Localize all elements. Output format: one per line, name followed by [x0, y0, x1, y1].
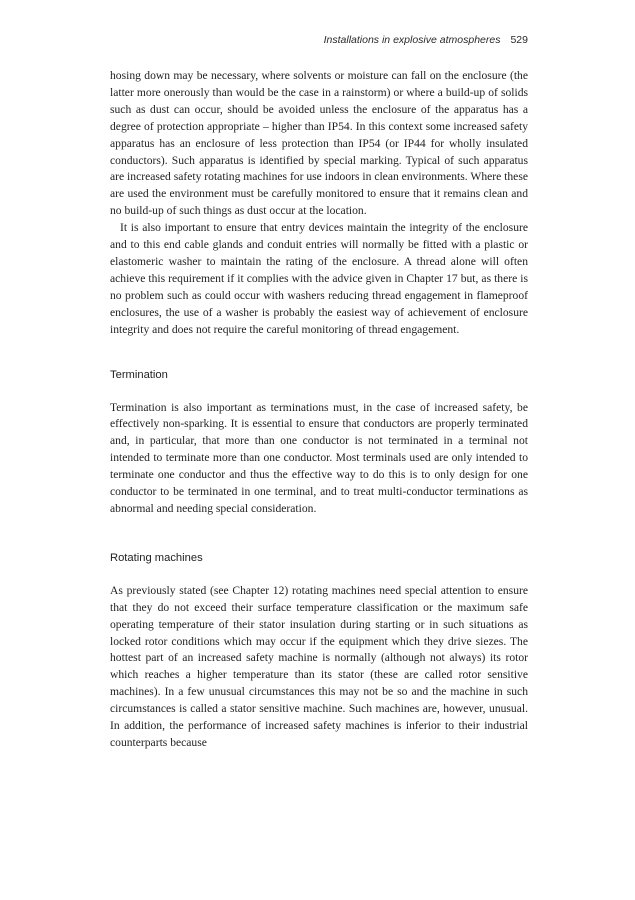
- heading-rotating-machines: Rotating machines: [110, 551, 203, 564]
- page-number: 529: [510, 34, 528, 46]
- running-title: Installations in explosive atmospheres: [323, 34, 501, 46]
- heading-termination: Termination: [110, 368, 168, 381]
- book-page: [110, 34, 528, 752]
- running-header: [110, 34, 528, 46]
- paragraph-termination: Termination is also important as terminations must, in the case of increased safety, be effectively non-sparking. It is essential to ensure that conductors are properly terminated and, in particular, that more than one conductor is not terminated in a terminal not intended to terminate more than one conductor. Most terminals used are only intended to terminate one conductor and thus the effective way to do this is to only design for one conductor to be terminated in one terminal, and to treat multi-conductor terminations as abnormal and needing special consideration.: [110, 400, 528, 515]
- paragraph-rotating-machines: As previously stated (see Chapter 12) rotating machines need special attention to ensure that they do not exceed their surface temperature classification or the maximum safe operating temperature of their stator insulation during starting or in such situations as locked rotor conditions which may occur if the equipment which they drive siezes. The hottest part of an increased safety machine is normally (although not always) its rotor which reaches a higher temperature than its stator (these are called rotor sensitive machines). In a few unusual circumstances this may not be so and the machine in such circumstances is called a stator sensitive machine. Such machines are, however, unusual. In addition, the performance of increased safety machines is inferior to their industrial counterparts because: [110, 583, 528, 749]
- paragraph-hosing-down: hosing down may be necessary, where solvents or moisture can fall on the enclosure (the latter more onerously than would be the case in a rainstorm) or where a build-up of solids such as dust can occur, should be avoided unless the enclosure of the apparatus has a degree of protection appropriate – higher than IP54. In this context some increased safety apparatus has an enclosure of less protection than IP54 (or IP44 for wholly insulated conductors). Such apparatus is identified by special marking. Typical of such apparatus are increased safety rotating machines for use indoors in clean environments. Where these are used the environment must be carefully monitored to ensure that it remains clean and no build-up of such things as dust occur at the location.: [110, 69, 528, 218]
- paragraph-entry-devices: It is also important to ensure that entry devices maintain the integrity of the enclosure and to this end cable glands and conduit entries will normally be fitted with a plastic or elastomeric washer to maintain the rating of the enclosure. A thread alone will often achieve this requirement if it complies with the advice given in Chapter 17 but, as there is no problem such as could occur with washers reducing thread engagement in flameproof enclosures, the use of a washer is probably the easiest way of achievement of enclosure integrity and does not require the careful monitoring of thread engagement.: [110, 221, 528, 336]
